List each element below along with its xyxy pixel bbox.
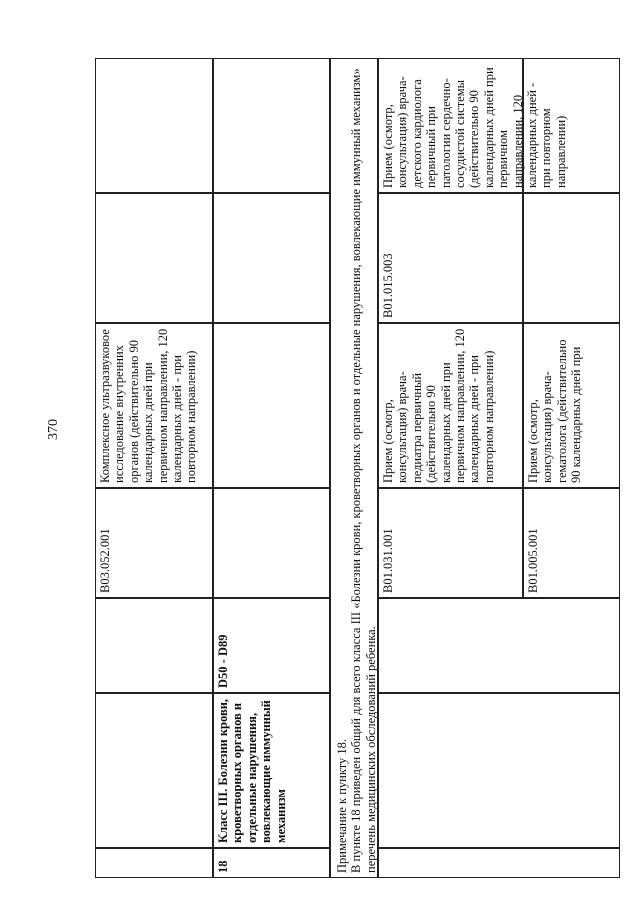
page-number: 370 (46, 419, 61, 440)
row18-code-cell (213, 488, 330, 598)
services-icd-cell (378, 598, 620, 693)
service-code-cell (378, 488, 523, 598)
row18-icd-range: D50 - D89 (216, 634, 230, 688)
row18-number: 18 (216, 860, 230, 873)
row18-code2-cell (213, 193, 330, 323)
service-description: Прием (осмотр, консультация) врача-гематолога (действительно 90 календарных дней при (526, 339, 584, 483)
prev-row-class-cell (95, 693, 213, 848)
service-code-cell (523, 488, 620, 598)
prev-row-icd-cell (95, 598, 213, 693)
row18-class-cell (213, 693, 330, 848)
services-class-cell (378, 693, 620, 848)
services-number-cell (378, 848, 620, 878)
row18-description-cell (213, 323, 330, 488)
row18-class-name: Класс III. Болезни крови, кроветворных органов и отдельные нарушения, вовлекающие иммунный механизм (216, 698, 288, 843)
prev-row-code2-cell (95, 193, 213, 323)
service-description-cell (523, 323, 620, 488)
service-description: Прием (осмотр, консультация) врача-детского кардиолога первичный при патологии сердечно-сосудистой системы (действительно 90 календарных дней при первичном направлении, 120 календарных дней - при повторном направлении) (381, 67, 568, 188)
service-description: Прием (осмотр, консультация) врача-педиатра первичный (действительно 90 календарных дней при первичном направлении, 120 календарных дней - при повторном направлении) (381, 328, 496, 483)
row18-icd-cell (213, 598, 330, 693)
prev-row-number-cell (95, 848, 213, 878)
note-text: В пункте 18 приведен общий для всего класса III «Болезни крови, кроветворных органов и отдельные нарушения, вовлекающие иммунный механизм» перечень медицинских обследований ребенка. (349, 68, 378, 873)
note-cell (330, 58, 378, 878)
prev-row-description2-cell (95, 58, 213, 193)
service-code: B01.005.001 (526, 528, 540, 593)
service-code: B01.015.003 (381, 253, 395, 318)
rotated-table (95, 58, 620, 878)
row18-number-cell (213, 848, 330, 878)
prev-row-description-cell (95, 323, 213, 488)
prev-row-description: Комплексное ультразвуковое исследование внутренних органов (действительно 90 календарных дней при первичном направлении, 120 календарных дней - при повторном направлении) (98, 328, 199, 483)
service-description-cell (378, 323, 523, 488)
row18-description2-cell (213, 58, 330, 193)
service-description-cell-empty (523, 58, 620, 193)
prev-row-code-cell (95, 488, 213, 598)
note-title: Примечание к пункту 18. (335, 738, 349, 873)
prev-row-code: B03.052.001 (98, 528, 112, 593)
service-code-cell-empty (523, 193, 620, 323)
service-code: B01.031.001 (381, 528, 395, 593)
service-code-cell (378, 193, 523, 323)
service-description-cell (378, 58, 568, 193)
